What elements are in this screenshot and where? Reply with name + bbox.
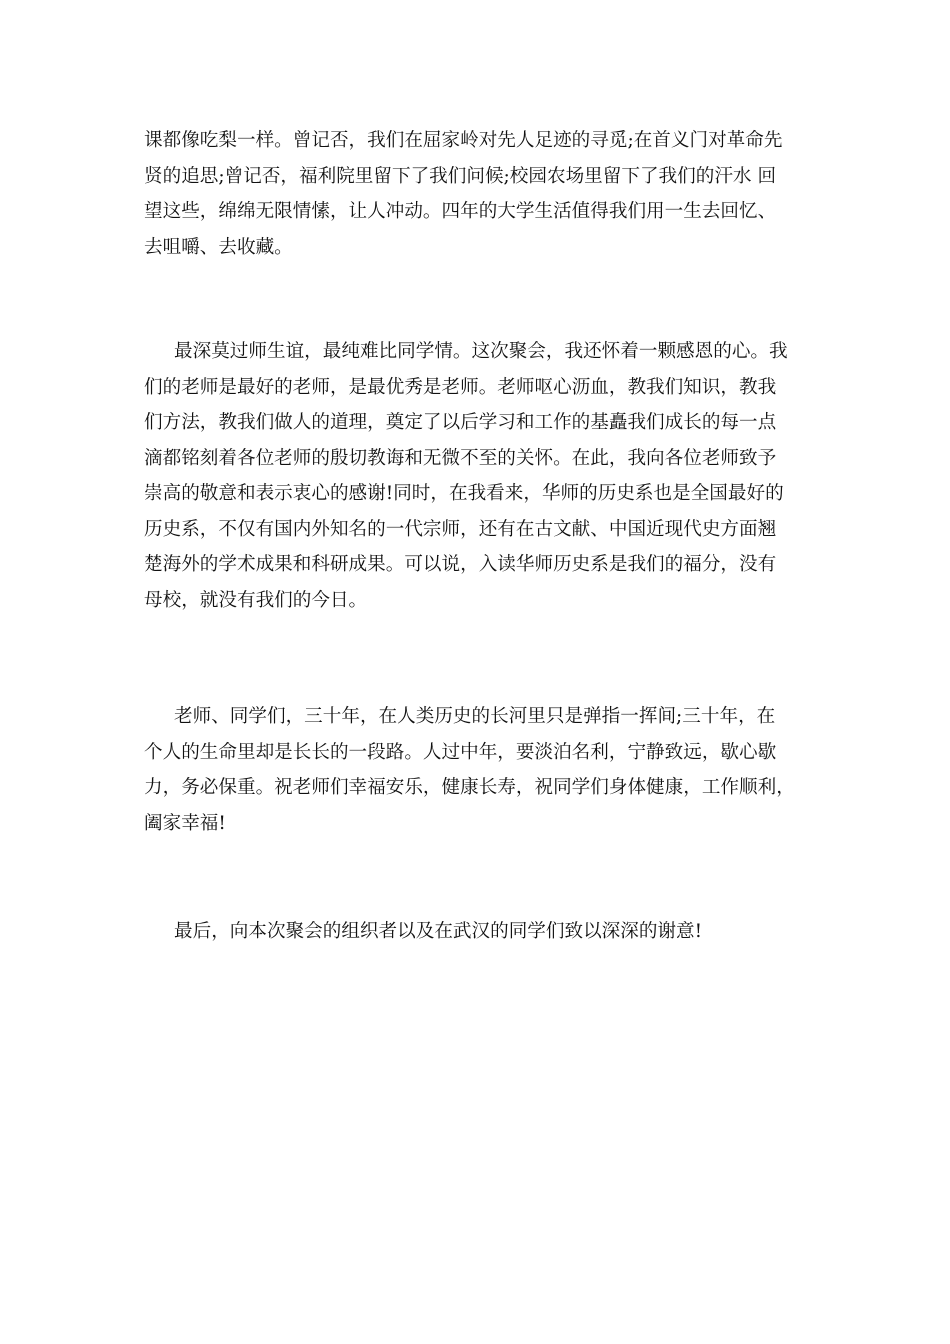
paragraph-line: 个人的生命里却是长长的一段路。人过中年，要淡泊名利，宁静致远，歇心歇 — [144, 741, 777, 763]
paragraph-1 — [144, 123, 814, 265]
paragraph-line: 力，务必保重。祝老师们幸福安乐，健康长寿，祝同学们身体健康，工作顺利， — [144, 777, 795, 798]
paragraph-line: 最后，向本次聚会的组织者以及在武汉的同学们致以深深的谢意! — [174, 921, 703, 942]
paragraph-line: 崇高的敬意和表示衷心的感谢!同时，在我看来，华师的历史系也是全国最好的 — [144, 483, 784, 504]
paragraph-line: 历史系，不仅有国内外知名的一代宗师，还有在古文献、中国近现代史方面翘 — [144, 518, 777, 540]
paragraph-line: 们方法，教我们做人的道理，奠定了以后学习和工作的基矗我们成长的每一点 — [144, 412, 777, 433]
paragraph-3 — [144, 699, 814, 841]
paragraph-line: 去咀嚼、去收藏。 — [144, 236, 293, 258]
paragraph-line: 老师、同学们，三十年，在人类历史的长河里只是弹指一挥间;三十年，在 — [174, 706, 776, 727]
paragraph-line: 们的老师是最好的老师，是最优秀是老师。老师呕心沥血，教我们知识，教我 — [144, 376, 777, 398]
paragraph-line: 望这些，绵绵无限情愫，让人冲动。四年的大学生活值得我们用一生去回忆、 — [144, 201, 777, 222]
paragraph-line: 母校，就没有我们的今日。 — [144, 589, 368, 611]
paragraph-line: 课都像吃梨一样。曾记否，我们在屈家岭对先人足迹的寻觅;在首义门对革命先 — [144, 130, 783, 151]
paragraph-line: 贤的追思;曾记否，福利院里留下了我们问候;校园农场里留下了我们的汗水 回 — [144, 165, 777, 187]
paragraph-line: 阖家幸福! — [144, 812, 226, 834]
paragraph-2 — [144, 334, 814, 618]
paragraph-4 — [144, 914, 814, 950]
paragraph-line: 楚海外的学术成果和科研成果。可以说，入读华师历史系是我们的福分，没有 — [144, 554, 777, 575]
paragraph-line: 滴都铭刻着各位老师的殷切教诲和无微不至的关怀。在此，我向各位老师致予 — [144, 447, 777, 469]
paragraph-line: 最深莫过师生谊，最纯难比同学情。这次聚会，我还怀着一颗感恩的心。我 — [174, 341, 788, 362]
